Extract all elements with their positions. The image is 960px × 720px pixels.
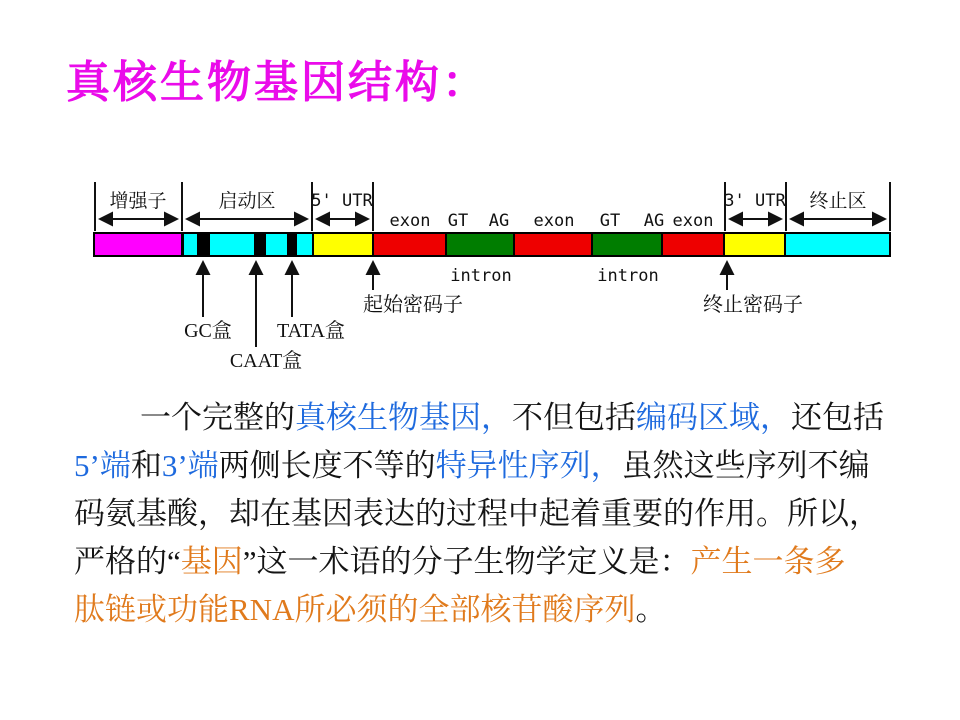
tata-box-label: TATA盒 xyxy=(277,320,345,342)
text-segment-highlight: 产生一条多 xyxy=(690,544,846,579)
text-segment: 。 xyxy=(635,592,667,627)
text-segment: 一个完整的 xyxy=(140,400,295,435)
segment-promoter-2 xyxy=(210,234,254,255)
caat-box-label: CAAT盒 xyxy=(229,350,303,372)
label-3utr: 3' UTR xyxy=(724,191,786,211)
label-5utr: 5' UTR xyxy=(311,191,373,211)
gene-structure-diagram xyxy=(0,160,960,392)
body-paragraph xyxy=(74,394,920,634)
intron-label-2: intron xyxy=(597,266,659,286)
seq-label-gt-2: GT xyxy=(599,211,621,231)
label-enhancer: 增强子 xyxy=(109,191,167,212)
text-segment-highlight: 3’端 xyxy=(161,448,219,483)
segment-terminator xyxy=(786,234,889,255)
segment-exon-2 xyxy=(515,234,591,255)
text-segment-highlight: 5’端 xyxy=(74,448,131,483)
label-promoter: 启动区 xyxy=(218,191,276,212)
seq-label-gt-1: GT xyxy=(447,211,469,231)
text-segment: ”这一术语的分子生物学定义是： xyxy=(242,544,691,579)
paragraph-line-3 xyxy=(74,490,920,538)
seq-label-ag-1: AG xyxy=(488,211,510,231)
stop-codon-label: 终止密码子 xyxy=(703,294,803,316)
segment-enhancer xyxy=(95,234,181,255)
text-segment: 和 xyxy=(130,448,162,483)
seq-label-exon-3: exon xyxy=(672,211,714,231)
gene-bar xyxy=(93,232,891,257)
paragraph-line-2 xyxy=(74,442,920,490)
seq-label-exon-1: exon xyxy=(389,211,431,231)
text-segment: 两侧长度不等的 xyxy=(218,448,436,483)
paragraph-line-1 xyxy=(74,394,920,442)
segment-intron-2 xyxy=(593,234,661,255)
text-segment: 严格的“ xyxy=(74,544,181,579)
text-segment-highlight: 真核生物基因， xyxy=(295,400,512,435)
seq-label-ag-2: AG xyxy=(643,211,665,231)
segment-exon-3 xyxy=(663,234,723,255)
page-title: 真核生物基因结构： xyxy=(66,58,489,107)
text-segment-highlight: 编码区域， xyxy=(636,400,791,435)
intron-label-1: intron xyxy=(450,266,512,286)
label-terminator: 终止区 xyxy=(809,191,867,212)
paragraph-line-4 xyxy=(74,538,920,586)
segment-promoter-4 xyxy=(297,234,312,255)
segment-5utr xyxy=(314,234,372,255)
segment-promoter-3 xyxy=(266,234,287,255)
text-segment-highlight: 基因 xyxy=(180,544,243,579)
text-segment: 虽然这些序列不编 xyxy=(621,448,870,483)
text-segment-highlight: 特异性序列， xyxy=(435,448,622,483)
gc-box-label: GC盒 xyxy=(184,320,232,342)
start-codon-label: 起始密码子 xyxy=(363,294,463,316)
text-segment: 还包括 xyxy=(791,400,884,435)
text-segment: 码氨基酸，却在基因表达的过程中起着重要的作用。所以， xyxy=(74,496,880,531)
seq-label-exon-2: exon xyxy=(533,211,575,231)
segment-3utr xyxy=(725,234,784,255)
paragraph-line-5 xyxy=(74,586,920,634)
segment-intron-1 xyxy=(447,234,513,255)
text-segment-highlight: 肽链或功能RNA所必须的全部核苷酸序列 xyxy=(74,592,636,627)
segment-exon-1 xyxy=(374,234,445,255)
text-segment: 不但包括 xyxy=(512,400,636,435)
segment-promoter-1 xyxy=(184,234,197,255)
